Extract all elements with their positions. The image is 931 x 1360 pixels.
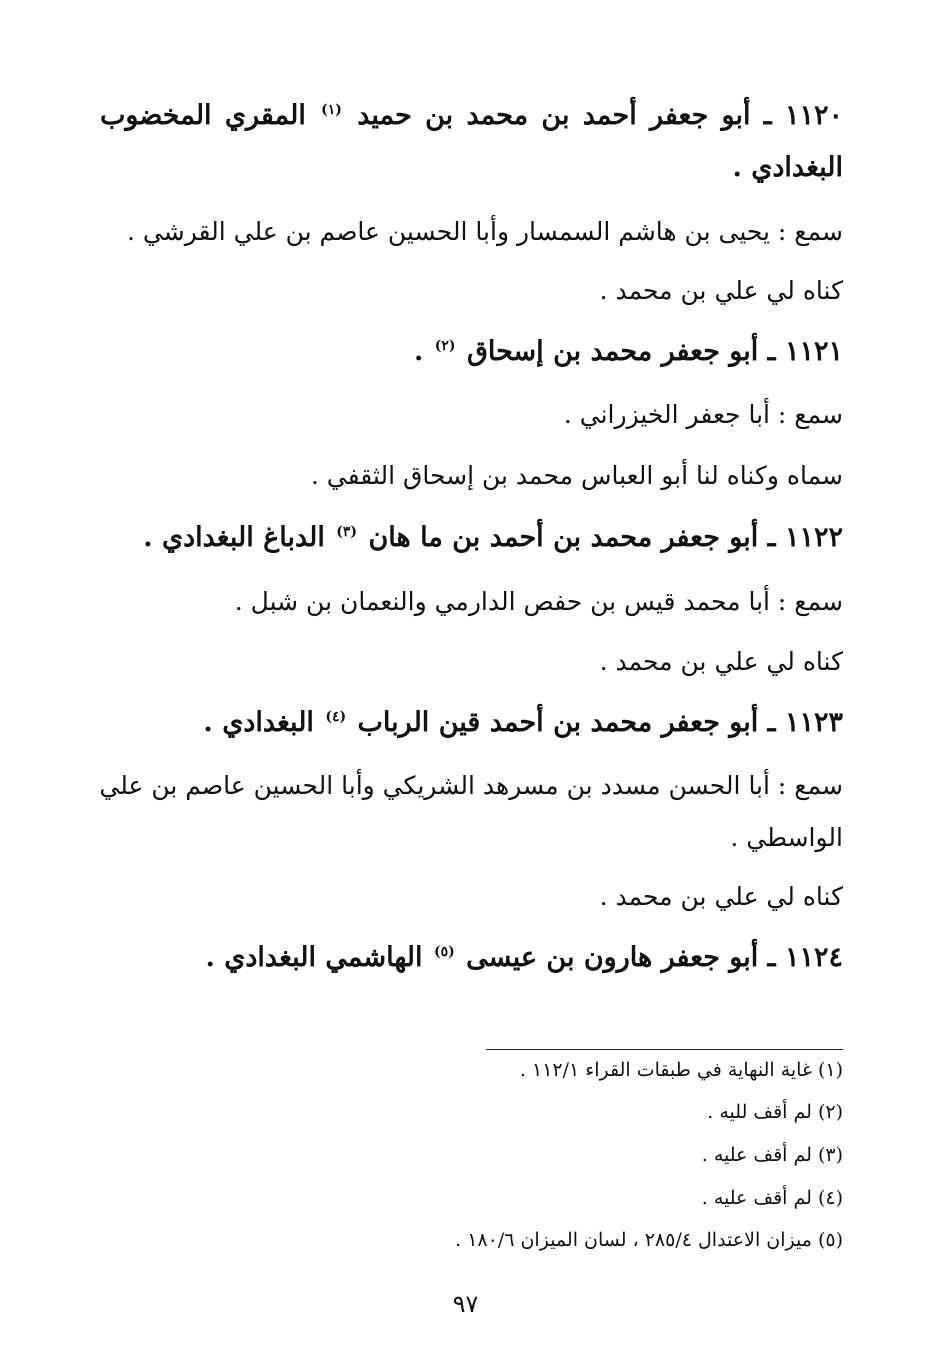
entry-1123-heading [203, 707, 843, 738]
entry-1122-heard: سمع : أبا محمد قيس بن حفص الدارمي والنعمان بن شبل . [234, 587, 843, 616]
entry-1120-heading-cont [732, 152, 843, 183]
entry-1121-named: سماه وكناه لنا أبو العباس محمد بن إسحاق الثقفي . [310, 461, 843, 490]
footnote-separator [486, 1049, 843, 1050]
footnote-3: (٣) لم أقف عليه . [701, 1144, 843, 1166]
entry-number: ١١٢١ [784, 336, 843, 367]
entry-dash: ـ [758, 336, 776, 367]
entry-number: ١١٢٣ [784, 707, 843, 738]
entry-1123-kunya: كناه لي علي بن محمد . [599, 882, 843, 911]
entry-1121-heard: سمع : أبا جعفر الخيزراني . [563, 400, 843, 429]
entry-dash: ـ [758, 942, 776, 973]
entry-1122-heading [143, 522, 843, 553]
entry-name-cont: المقري المخضوب [100, 100, 306, 131]
footnote-4: (٤) لم أقف عليه . [701, 1187, 843, 1209]
entry-dash: ـ [750, 100, 772, 131]
entry-number: ١١٢٠ [784, 100, 843, 131]
entry-dash: ـ [758, 707, 776, 738]
entry-name-cont: الدباغ البغدادي . [143, 522, 325, 553]
entry-number: ١١٢٤ [784, 942, 843, 973]
page-number: ٩٧ [452, 1290, 479, 1318]
entry-1120-kunya: كناه لي علي بن محمد . [599, 276, 843, 305]
entry-name: أبو جعفر محمد بن أحمد بن ما هان [368, 522, 759, 553]
entry-name-cont: الهاشمي البغدادي . [205, 942, 423, 973]
entry-dash: ـ [758, 522, 776, 553]
entry-name-cont: . [413, 336, 424, 367]
entry-name-cont: البغدادي . [732, 152, 843, 183]
footnote-1: (١) غاية النهاية في طبقات القراء ١١٢/١ . [519, 1059, 843, 1081]
entry-1120-heard: سمع : يحيى بن هاشم السمسار وأبا الحسين عاصم بن علي القرشي . [127, 217, 843, 246]
entry-1122-kunya: كناه لي علي بن محمد . [599, 647, 843, 676]
entry-name: أبو جعفر محمد بن إسحاق [466, 336, 759, 367]
entry-name-cont: البغدادي . [203, 707, 314, 738]
footnote-marker: (١) [321, 102, 342, 118]
entry-name: أبو جعفر هارون بن عيسى [466, 942, 759, 973]
footnote-marker: (٤) [325, 709, 347, 725]
footnote-marker: (٥) [433, 944, 455, 960]
footnote-marker: (٢) [434, 338, 456, 354]
entry-1124-heading [205, 942, 843, 973]
footnote-5: (٥) ميزان الاعتدال ٢٨٥/٤ ، لسان الميزان ١٨٠/٦ . [455, 1229, 843, 1251]
entry-1120-heading [100, 100, 843, 131]
footnote-2: (٢) لم أقف لليه . [707, 1101, 843, 1123]
entry-1123-heard-cont: الواسطي . [730, 823, 843, 852]
entry-number: ١١٢٢ [784, 522, 843, 553]
footnote-marker: (٣) [336, 524, 358, 540]
entry-1121-heading [414, 336, 843, 367]
entry-1123-heard: سمع : أبا الحسن مسدد بن مسرهد الشريكي وأبا الحسين عاصم بن علي [99, 771, 843, 800]
entry-name: أبو جعفر أحمد بن محمد بن حميد [357, 100, 751, 131]
entry-name: أبو جعفر محمد بن أحمد قين الرباب [357, 707, 759, 738]
